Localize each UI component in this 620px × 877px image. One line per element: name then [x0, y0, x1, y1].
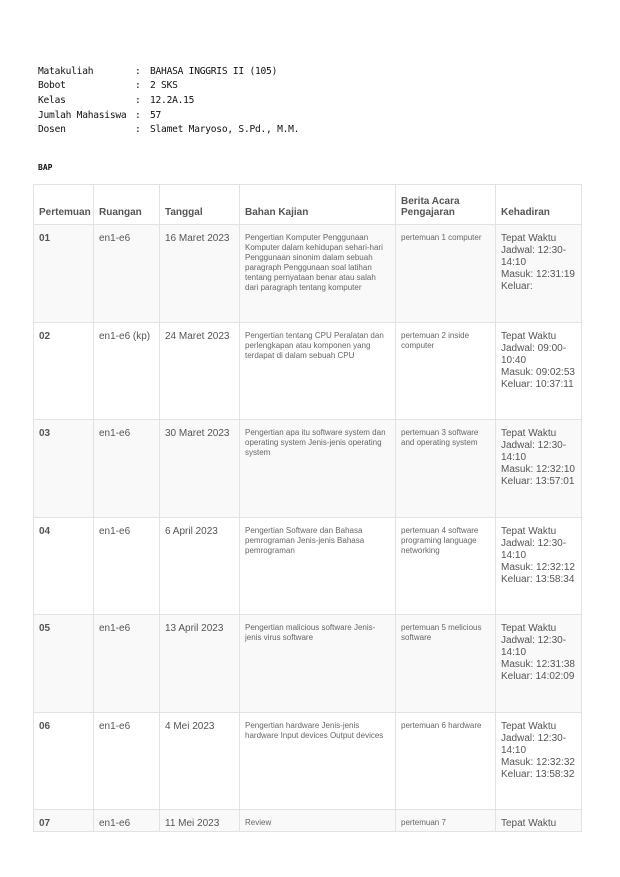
- cell-kehadiran: [496, 225, 582, 323]
- cell-bahan-kajian: Pengertian Software dan Bahasa pemrograman Jenis-jenis Bahasa pemrograman: [240, 517, 396, 615]
- attendance-masuk: Masuk: 12:32:32: [501, 756, 575, 768]
- table-header-row: [34, 185, 582, 225]
- course-info-row: [38, 79, 299, 94]
- course-info-label: Bobot: [38, 80, 66, 92]
- cell-bahan-kajian: Pengertian hardware Jenis-jenis hardware Input devices Output devices: [240, 712, 396, 810]
- cell-pertemuan: 04: [34, 517, 94, 615]
- cell-tanggal: 11 Mei 2023: [160, 810, 240, 832]
- header-berita-acara: Berita Acara Pengajaran: [396, 185, 496, 225]
- cell-bahan-kajian: Pengertian tentang CPU Peralatan dan perlengkapan atau komponen yang terdapat di dalam sebuah CPU: [240, 322, 396, 420]
- attendance-keluar: Keluar:: [501, 281, 533, 292]
- colon-separator: :: [135, 65, 141, 77]
- course-info-row: [38, 122, 299, 137]
- attendance-keluar: Keluar: 13:57:01: [501, 476, 575, 487]
- course-info: [38, 64, 299, 137]
- colon-separator: :: [135, 109, 141, 121]
- colon-separator: :: [135, 124, 141, 136]
- attendance-status: Tepat Waktu: [501, 623, 557, 634]
- attendance-status: Tepat Waktu: [501, 233, 557, 244]
- header-pertemuan: Pertemuan: [34, 185, 94, 225]
- cell-bahan-kajian: Pengertian malicious software Jenis-jenis virus software: [240, 615, 396, 713]
- attendance-jadwal: Jadwal: 12:30-14:10: [501, 440, 567, 463]
- cell-kehadiran: [496, 712, 582, 810]
- cell-pertemuan: 03: [34, 420, 94, 518]
- course-info-value: 12.2A.15: [150, 94, 195, 106]
- cell-kehadiran: [496, 420, 582, 518]
- cell-kehadiran: [496, 322, 582, 420]
- attendance-keluar: Keluar: 14:02:09: [501, 671, 575, 682]
- header-bahan-kajian: Bahan Kajian: [240, 185, 396, 225]
- cell-pertemuan: 06: [34, 712, 94, 810]
- course-info-row: [38, 64, 299, 79]
- course-info-label: Jumlah Mahasiswa: [38, 109, 127, 121]
- course-info-label: Matakuliah: [38, 65, 94, 77]
- attendance-status: Tepat Waktu: [501, 818, 557, 829]
- attendance-keluar: Keluar: 10:37:11: [501, 378, 574, 390]
- cell-ruangan: en1-e6: [94, 517, 160, 615]
- cell-berita-acara: pertemuan 1 computer: [396, 225, 496, 323]
- attendance-jadwal: Jadwal: 12:30-14:10: [501, 245, 567, 268]
- cell-berita-acara: pertemuan 5 melicious software: [396, 615, 496, 713]
- cell-berita-acara: pertemuan 3 software and operating system: [396, 420, 496, 518]
- cell-ruangan: en1-e6: [94, 712, 160, 810]
- cell-tanggal: 6 April 2023: [160, 517, 240, 615]
- cell-tanggal: 16 Maret 2023: [160, 225, 240, 323]
- course-info-value: Slamet Maryoso, S.Pd., M.M.: [150, 124, 300, 136]
- bap-table: [33, 184, 582, 832]
- course-info-row: [38, 108, 299, 123]
- attendance-status: Tepat Waktu: [501, 720, 557, 732]
- cell-tanggal: 13 April 2023: [160, 615, 240, 713]
- cell-pertemuan: 07: [34, 810, 94, 832]
- colon-separator: :: [135, 94, 141, 106]
- cell-ruangan: en1-e6: [94, 225, 160, 323]
- cell-bahan-kajian: Pengertian Komputer Penggunaan Komputer dalam kehidupan sehari-hari Penggunaan sinonim dalam sebuah paragraph Penggunaan soal latihan tentang pernyataan benar atau salah dari paragraph tentang komputer: [240, 225, 396, 323]
- table-row: [34, 517, 582, 615]
- section-label-bap: BAP: [38, 163, 53, 172]
- attendance-keluar: Keluar: 13:58:32: [501, 768, 575, 780]
- cell-ruangan: en1-e6: [94, 810, 160, 832]
- cell-kehadiran: [496, 615, 582, 713]
- cell-kehadiran: [496, 810, 582, 832]
- table-row: [34, 322, 582, 420]
- cell-ruangan: en1-e6: [94, 420, 160, 518]
- attendance-masuk: Masuk: 12:32:12: [501, 561, 575, 573]
- cell-berita-acara: pertemuan 7: [396, 810, 496, 832]
- table-row: [34, 615, 582, 713]
- attendance-masuk: Masuk: 12:31:38: [501, 659, 575, 670]
- cell-ruangan: en1-e6 (kp): [94, 322, 160, 420]
- attendance-status: Tepat Waktu: [501, 428, 557, 439]
- header-kehadiran: Kehadiran: [496, 185, 582, 225]
- course-info-value: 2 SKS: [150, 80, 178, 92]
- cell-tanggal: 4 Mei 2023: [160, 712, 240, 810]
- cell-pertemuan: 02: [34, 322, 94, 420]
- attendance-jadwal: Jadwal: 12:30-14:10: [501, 537, 567, 561]
- cell-bahan-kajian: Review: [240, 810, 396, 832]
- attendance-masuk: Masuk: 12:32:10: [501, 464, 575, 475]
- attendance-jadwal: Jadwal: 09:00-10:40: [501, 342, 567, 366]
- table-row: [34, 712, 582, 810]
- course-info-value: 57: [150, 109, 162, 121]
- attendance-jadwal: Jadwal: 12:30-14:10: [501, 635, 567, 658]
- header-ruangan: Ruangan: [94, 185, 160, 225]
- attendance-jadwal: Jadwal: 12:30-14:10: [501, 732, 567, 756]
- cell-bahan-kajian: Pengertian apa itu software system dan operating system Jenis-jenis operating system: [240, 420, 396, 518]
- cell-berita-acara: pertemuan 2 inside computer: [396, 322, 496, 420]
- attendance-status: Tepat Waktu: [501, 525, 557, 537]
- header-tanggal: Tanggal: [160, 185, 240, 225]
- cell-pertemuan: 05: [34, 615, 94, 713]
- cell-kehadiran: [496, 517, 582, 615]
- course-info-label: Kelas: [38, 94, 66, 106]
- colon-separator: :: [135, 80, 141, 92]
- cell-ruangan: en1-e6: [94, 615, 160, 713]
- course-info-row: [38, 93, 299, 108]
- attendance-masuk: Masuk: 09:02:53: [501, 366, 575, 378]
- course-info-value: BAHASA INGGRIS II (105): [150, 65, 278, 77]
- table-row: [34, 810, 582, 832]
- table-row: [34, 420, 582, 518]
- cell-tanggal: 30 Maret 2023: [160, 420, 240, 518]
- attendance-keluar: Keluar: 13:58:34: [501, 573, 575, 585]
- cell-pertemuan: 01: [34, 225, 94, 323]
- attendance-masuk: Masuk: 12:31:19: [501, 269, 575, 280]
- course-info-label: Dosen: [38, 124, 66, 136]
- cell-berita-acara: pertemuan 6 hardware: [396, 712, 496, 810]
- cell-berita-acara: pertemuan 4 software programing language networking: [396, 517, 496, 615]
- cell-tanggal: 24 Maret 2023: [160, 322, 240, 420]
- attendance-status: Tepat Waktu: [501, 330, 557, 342]
- table-row: [34, 225, 582, 323]
